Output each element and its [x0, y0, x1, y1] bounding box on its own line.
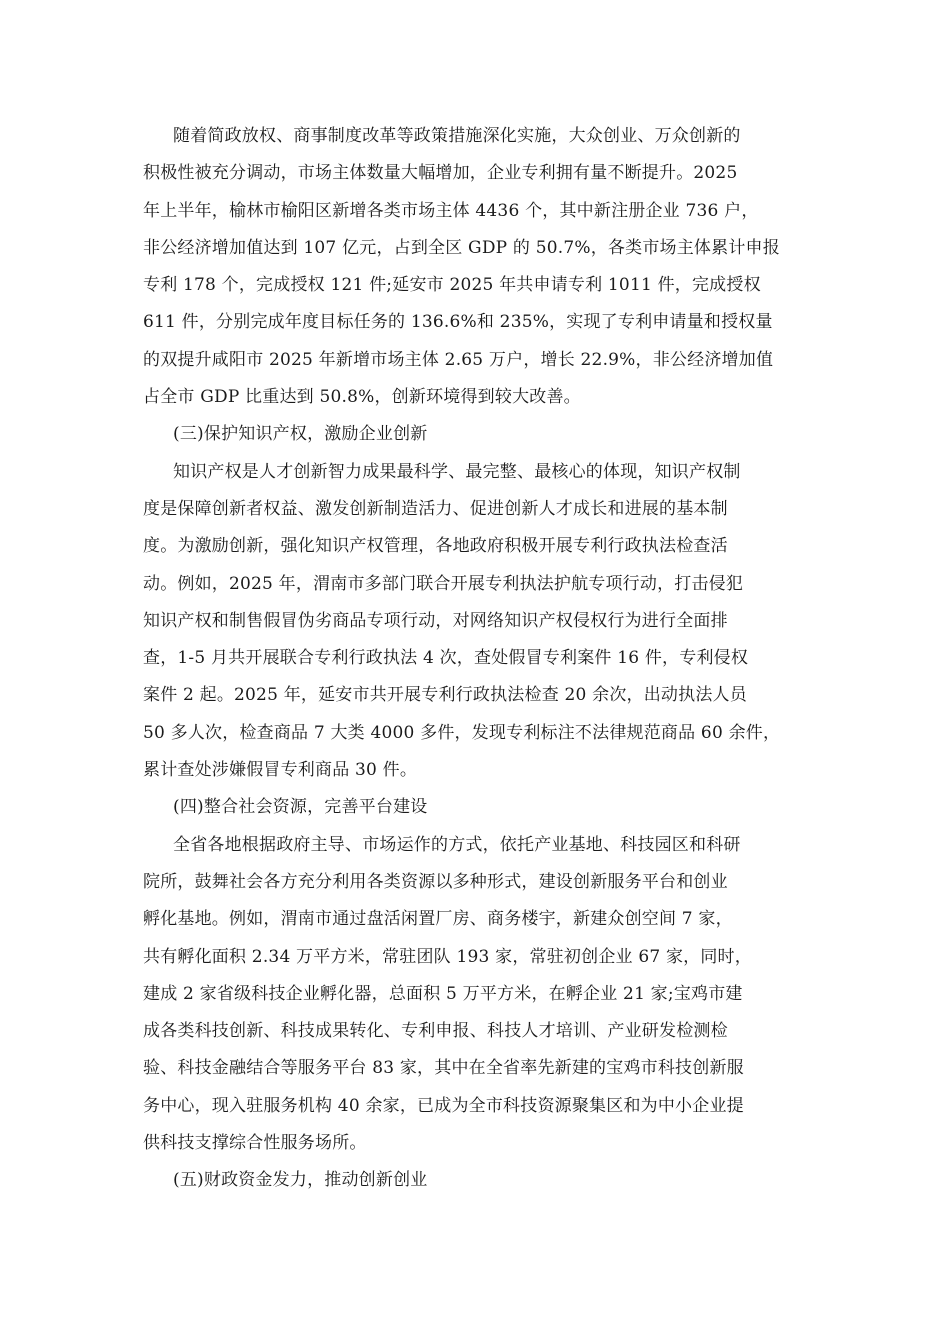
paragraph-line: 查，1-5 月共开展联合专利行政执法 4 次，查处假冒专利案件 16 件，专利侵权 — [143, 648, 749, 669]
paragraph-line: 度。为激励创新，强化知识产权管理，各地政府积极开展专利行政执法检查活 — [143, 536, 728, 557]
paragraph-line: 务中心，现入驻服务机构 40 余家，已成为全市科技资源聚集区和为中小企业提 — [143, 1095, 744, 1116]
paragraph-line: 建成 2 家省级科技企业孵化器，总面积 5 万平方米，在孵企业 21 家;宝鸡市建 — [143, 983, 743, 1004]
paragraph-line: 院所，鼓舞社会各方充分利用各类资源以多种形式，建设创新服务平台和创业 — [143, 871, 728, 892]
section-heading: (四)整合社会资源，完善平台建设 — [173, 797, 428, 818]
paragraph-line: 知识产权和制售假冒伪劣商品专项行动，对网络知识产权侵权行为进行全面排 — [143, 610, 728, 631]
paragraph-line: 供科技支撑综合性服务场所。 — [143, 1133, 367, 1154]
paragraph-line: 累计查处涉嫌假冒专利商品 30 件。 — [143, 760, 418, 781]
paragraph-line: 共有孵化面积 2.34 万平方米，常驻团队 193 家，常驻初创企业 67 家，同时， — [143, 946, 752, 967]
paragraph-line: 随着简政放权、商事制度改革等政策措施深化实施，大众创业、万众创新的 — [173, 126, 741, 146]
paragraph-line: 611 件，分别完成年度目标任务的 136.6%和 235%，实现了专利申请量和授权量 — [143, 312, 773, 333]
paragraph-line: 验、科技金融结合等服务平台 83 家，其中在全省率先新建的宝鸡市科技创新服 — [143, 1058, 744, 1079]
paragraph-line: 50 多人次，检查商品 7 大类 4000 多件，发现专利标注不法律规范商品 60 余件， — [143, 722, 781, 743]
paragraph-line: 成各类科技创新、科技成果转化、专利申报、科技人才培训、产业研发检测检 — [143, 1021, 728, 1042]
paragraph-line: 案件 2 起。2025 年，延安市共开展专利行政执法检查 20 余次，出动执法人员 — [143, 685, 747, 706]
section-heading: (五)财政资金发力，推动创新创业 — [173, 1170, 428, 1191]
paragraph-line: 的双提升咸阳市 2025 年新增市场主体 2.65 万户，增长 22.9%，非公经济增加值 — [143, 349, 774, 370]
document-page — [143, 118, 808, 1200]
paragraph-line: 全省各地根据政府主导、市场运作的方式，依托产业基地、科技园区和科研 — [173, 834, 741, 855]
paragraph-line: 动。例如，2025 年，渭南市多部门联合开展专利执法护航专项行动，打击侵犯 — [143, 573, 744, 594]
paragraph-line: 占全市 GDP 比重达到 50.8%，创新环境得到较大改善。 — [143, 387, 581, 408]
paragraph-line: 孵化基地。例如，渭南市通过盘活闲置厂房、商务楼宇，新建众创空间 7 家， — [143, 909, 733, 930]
section-heading: (三)保护知识产权，激励企业创新 — [173, 424, 428, 445]
paragraph-line: 年上半年，榆林市榆阳区新增各类市场主体 4436 个，其中新注册企业 736 户， — [143, 200, 759, 221]
paragraph-line: 积极性被充分调动，市场主体数量大幅增加，企业专利拥有量不断提升。2025 — [143, 163, 738, 184]
paragraph-line: 专利 178 个，完成授权 121 件;延安市 2025 年共申请专利 1011 件，完成授权 — [143, 275, 761, 296]
paragraph-line: 知识产权是人才创新智力成果最科学、最完整、最核心的体现，知识产权制 — [173, 461, 741, 482]
paragraph-line: 非公经济增加值达到 107 亿元，占到全区 GDP 的 50.7%，各类市场主体累计申报 — [143, 237, 780, 258]
paragraph-line: 度是保障创新者权益、激发创新制造活力、促进创新人才成长和进展的基本制 — [143, 498, 728, 519]
